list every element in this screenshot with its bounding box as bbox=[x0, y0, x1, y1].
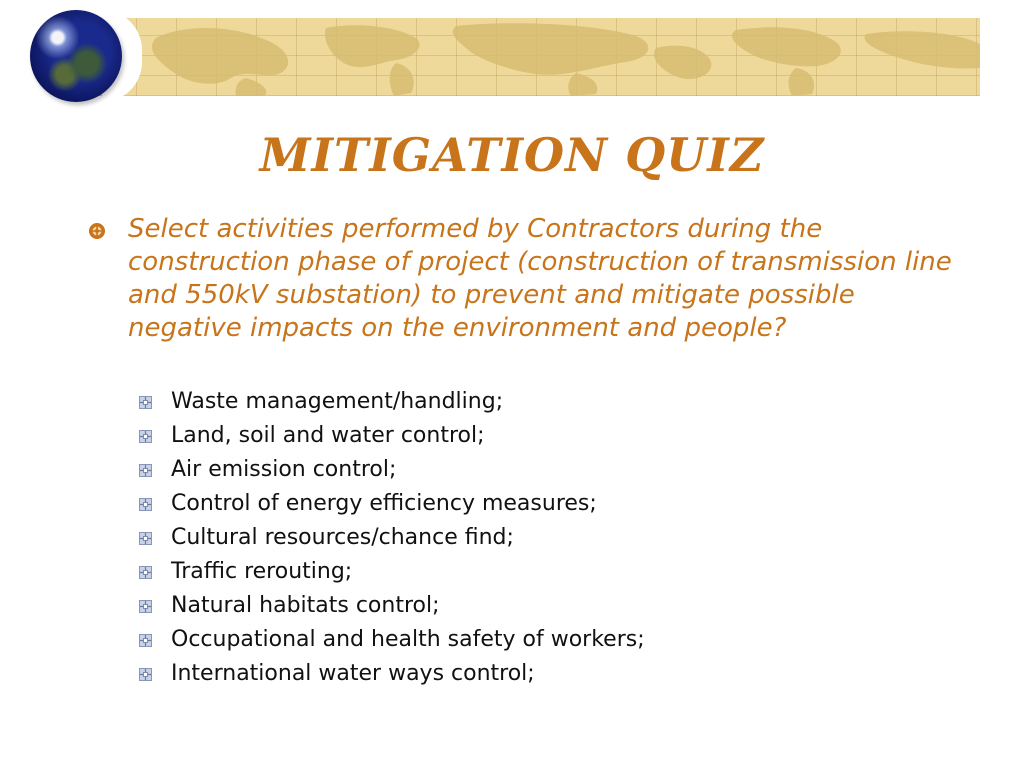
option-item[interactable] bbox=[139, 555, 645, 589]
option-item[interactable] bbox=[139, 419, 645, 453]
option-item[interactable] bbox=[139, 521, 645, 555]
square-bullet-icon bbox=[139, 396, 152, 409]
square-bullet-icon bbox=[139, 600, 152, 613]
slide-title: MITIGATION QUIZ bbox=[259, 128, 765, 182]
option-label: Traffic rerouting; bbox=[171, 559, 353, 584]
circle-bullet-icon bbox=[88, 222, 106, 240]
option-item[interactable] bbox=[139, 487, 645, 521]
option-item[interactable] bbox=[139, 657, 645, 691]
option-label: Land, soil and water control; bbox=[171, 423, 485, 448]
option-item[interactable] bbox=[139, 623, 645, 657]
answer-options-list bbox=[139, 385, 645, 691]
option-label: Cultural resources/chance find; bbox=[171, 525, 514, 550]
option-item[interactable] bbox=[139, 589, 645, 623]
option-label: Occupational and health safety of workers; bbox=[171, 627, 645, 652]
map-banner bbox=[96, 18, 980, 96]
square-bullet-icon bbox=[139, 634, 152, 647]
option-label: International water ways control; bbox=[171, 661, 535, 686]
square-bullet-icon bbox=[139, 532, 152, 545]
square-bullet-icon bbox=[139, 430, 152, 443]
option-label: Natural habitats control; bbox=[171, 593, 440, 618]
quiz-question bbox=[88, 213, 968, 345]
square-bullet-icon bbox=[139, 498, 152, 511]
option-label: Waste management/handling; bbox=[171, 389, 504, 414]
option-label: Air emission control; bbox=[171, 457, 397, 482]
option-item[interactable] bbox=[139, 385, 645, 419]
globe-icon bbox=[30, 10, 122, 102]
world-map-graphic bbox=[96, 18, 980, 96]
question-text: Select activities performed by Contractors during the construction phase of project (construction of transmission line and 550kV substation) to prevent and mitigate possible negative impacts on the environment and people? bbox=[128, 214, 952, 343]
square-bullet-icon bbox=[139, 566, 152, 579]
option-label: Control of energy efficiency measures; bbox=[171, 491, 597, 516]
option-item[interactable] bbox=[139, 453, 645, 487]
square-bullet-icon bbox=[139, 464, 152, 477]
square-bullet-icon bbox=[139, 668, 152, 681]
